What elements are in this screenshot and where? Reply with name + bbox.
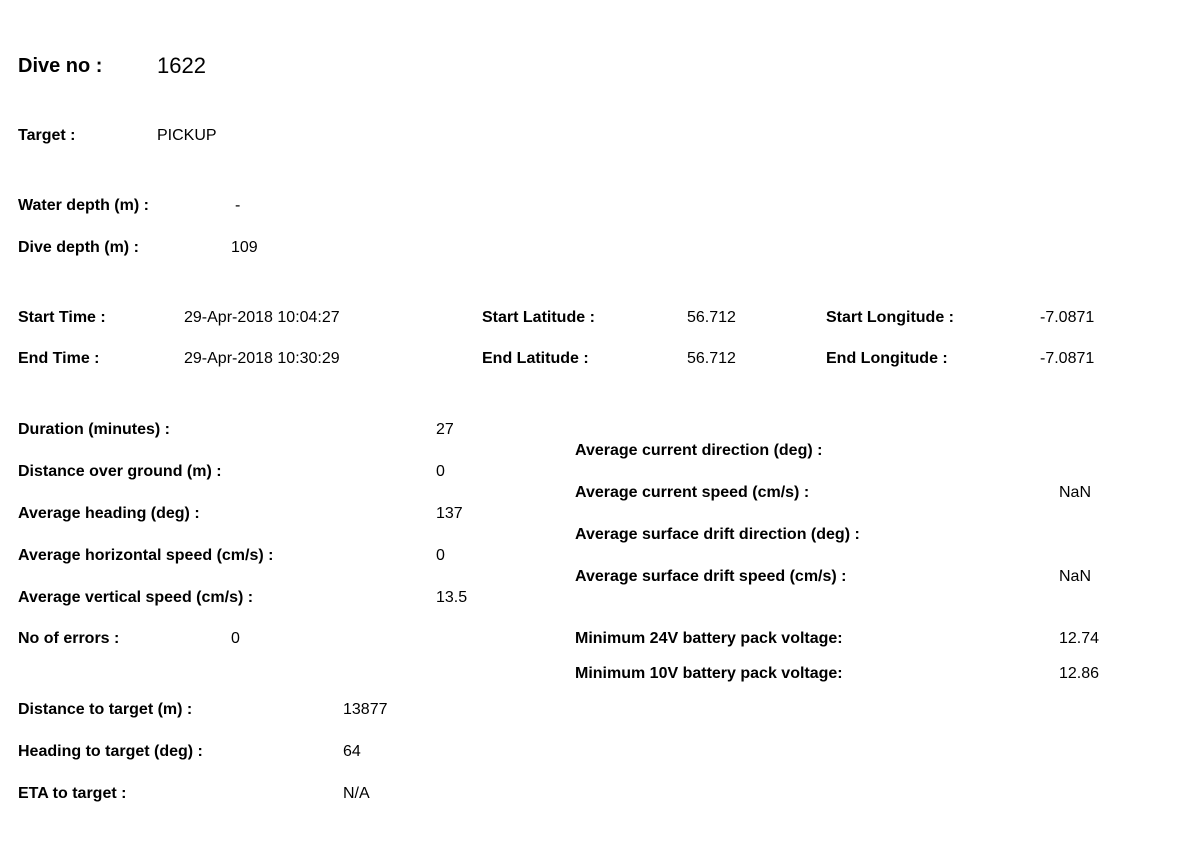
start-time-value: 29-Apr-2018 10:04:27: [184, 309, 340, 326]
distance-to-target-label: Distance to target (m) :: [18, 701, 193, 718]
dive-no-value: 1622: [157, 53, 206, 78]
water-depth-label: Water depth (m) :: [18, 197, 149, 214]
min-10v-battery-value: 12.86: [1059, 665, 1100, 682]
water-depth-value: -: [235, 197, 241, 214]
average-heading-label: Average heading (deg) :: [18, 505, 200, 522]
errors-label: No of errors :: [18, 630, 120, 647]
average-current-speed-value: NaN: [1059, 484, 1092, 501]
duration-value: 27: [436, 421, 454, 438]
end-time-value: 29-Apr-2018 10:30:29: [184, 350, 340, 367]
dive-depth-label: Dive depth (m) :: [18, 239, 139, 256]
average-surface-drift-speed-label: Average surface drift speed (cm/s) :: [575, 568, 847, 585]
start-latitude-value: 56.712: [687, 309, 736, 326]
end-longitude-value: -7.0871: [1040, 350, 1095, 367]
min-10v-battery-label: Minimum 10V battery pack voltage:: [575, 665, 843, 682]
average-vertical-speed-value: 13.5: [436, 589, 468, 606]
duration-label: Duration (minutes) :: [18, 421, 170, 438]
end-latitude-label: End Latitude :: [482, 350, 589, 367]
eta-to-target-value: N/A: [343, 785, 370, 802]
target-label: Target :: [18, 127, 76, 144]
end-time-label: End Time :: [18, 350, 100, 367]
dive-no-label: Dive no :: [18, 55, 103, 77]
start-latitude-label: Start Latitude :: [482, 309, 595, 326]
average-horizontal-speed-label: Average horizontal speed (cm/s) :: [18, 547, 274, 564]
errors-value: 0: [231, 630, 240, 647]
heading-to-target-value: 64: [343, 743, 361, 760]
end-latitude-value: 56.712: [687, 350, 736, 367]
eta-to-target-label: ETA to target :: [18, 785, 127, 802]
average-current-speed-label: Average current speed (cm/s) :: [575, 484, 810, 501]
distance-over-ground-label: Distance over ground (m) :: [18, 463, 222, 480]
end-longitude-label: End Longitude :: [826, 350, 948, 367]
min-24v-battery-label: Minimum 24V battery pack voltage:: [575, 630, 843, 647]
average-vertical-speed-label: Average vertical speed (cm/s) :: [18, 589, 254, 606]
distance-over-ground-value: 0: [436, 463, 445, 480]
dive-depth-value: 109: [231, 239, 258, 256]
min-24v-battery-value: 12.74: [1059, 630, 1100, 647]
start-longitude-value: -7.0871: [1040, 309, 1095, 326]
average-surface-drift-direction-label: Average surface drift direction (deg) :: [575, 526, 860, 543]
average-horizontal-speed-value: 0: [436, 547, 445, 564]
target-value: PICKUP: [157, 127, 217, 144]
average-surface-drift-speed-value: NaN: [1059, 568, 1092, 585]
average-heading-value: 137: [436, 505, 463, 522]
start-longitude-label: Start Longitude :: [826, 309, 954, 326]
distance-to-target-value: 13877: [343, 701, 388, 718]
average-current-direction-label: Average current direction (deg) :: [575, 442, 823, 459]
heading-to-target-label: Heading to target (deg) :: [18, 743, 203, 760]
start-time-label: Start Time :: [18, 309, 106, 326]
